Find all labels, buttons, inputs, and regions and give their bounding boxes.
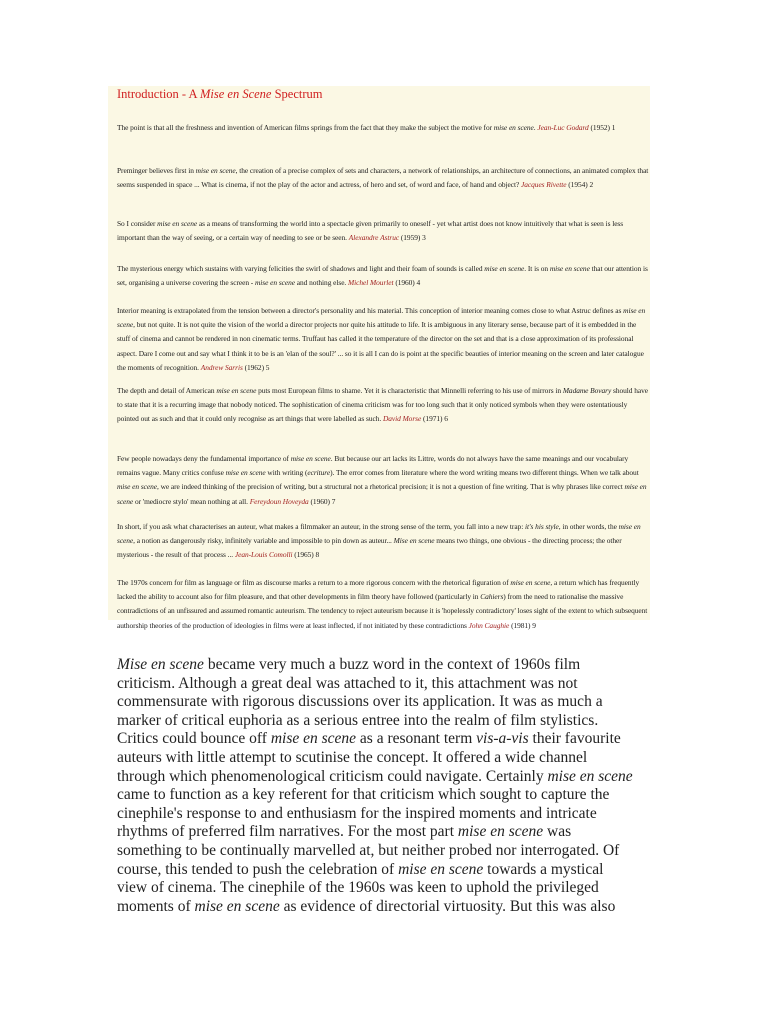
text-run: puts most European films to shame. Yet it is characteristic that Minnelli referring to his use of mirrors in xyxy=(256,386,563,395)
title-italic: Mise en Scene xyxy=(199,87,272,101)
italic-term: mise en scene xyxy=(195,166,236,175)
italic-term: mise en scene xyxy=(157,219,198,228)
italic-term: Cahiers xyxy=(480,592,504,602)
text-run: (1965) 8 xyxy=(292,550,320,560)
text-run: . But because our art lacks its Littre, words do not always have the same meanings and our vocabulary remains vague. Many critics confuse xyxy=(117,454,629,478)
italic-term: mise en scene xyxy=(117,482,647,506)
italic-term: mise en scene xyxy=(270,730,357,748)
text-run: Interior meaning is extrapolated from the tension between a director's personality and his material. This conception of interior meaning comes close to what Astruc defines as xyxy=(117,306,624,315)
quote-rivette xyxy=(117,164,650,192)
italic-term: mise en scene xyxy=(216,386,257,395)
text-run: Few people nowadays deny the fundamental importance of xyxy=(117,454,291,463)
quote-morse xyxy=(117,384,650,427)
text-run: as evidence of directorial virtuosity. But this was also xyxy=(279,897,616,915)
text-run: . xyxy=(533,123,538,132)
text-run: with writing ( xyxy=(265,468,308,478)
text-run: In short, if you ask what characterises an auteur, what makes a filmmaker an auteur, in the strong sense of the term, you fall into a new trap: xyxy=(117,522,526,531)
italic-term: mise en scene xyxy=(117,482,157,492)
text-run: that our attention is set, organising a universe covering the screen - xyxy=(117,264,648,288)
italic-term: mise en scene xyxy=(225,468,266,478)
quote-author: Fereydoun Hoveyda xyxy=(249,496,309,506)
text-run: , we are indeed thinking of the precision of writing, but a structural not a rhetorical precision; it is not a question of fine writing. That is why phrases like correct xyxy=(156,482,625,492)
text-run: , a notion as dangerously risky, infinitely variable and impossible to pin down as auteur... xyxy=(133,536,394,546)
italic-term: it's his style xyxy=(525,522,559,531)
text-run: means two things, one obvious - the directing process; the other mysterious - the result of that process ... xyxy=(117,536,622,560)
quote-sarris xyxy=(117,304,650,375)
quote-author: Alexandre Astruc xyxy=(348,233,400,243)
text-run: ). The error comes from literature where the word writing means two different things. When we talk about xyxy=(330,468,639,478)
italic-term: mise en scene xyxy=(290,454,331,463)
italic-term: mise en scene xyxy=(255,278,295,288)
text-run: So I consider xyxy=(117,219,158,228)
italic-term: mise en scene xyxy=(194,897,280,915)
text-run: as a resonant term xyxy=(356,730,477,748)
text-run: , the creation of a precise complex of sets and characters, a network of relationships, an architecture of connections, an animated complex that seems suspended in space ... What is cinema, if not the play of the actor and actress, of hero and set, of word and face, of hand and object? xyxy=(117,166,649,190)
italic-term: Mise en scene xyxy=(117,656,204,673)
text-run: (1959) 3 xyxy=(399,233,426,243)
text-run: their favourite auteurs with little attempt to scutinise the concept. It offered a wide channel through which phenomenological criticism could navigate. Certainly xyxy=(117,730,621,785)
italic-term: ecriture xyxy=(307,468,331,478)
italic-term: mise en scene xyxy=(398,860,484,878)
quote-hoveyda xyxy=(117,452,650,509)
text-run: came to function as a key referent for that criticism which sought to capture the cinephile's response to and enthusiasm for the inspired moments and intricate rhythms of preferred film narratives. For the most part xyxy=(117,786,610,841)
quote-author: Jean-Louis Comolli xyxy=(234,550,293,560)
italic-term: mise en scene xyxy=(493,123,534,132)
title-prefix: Introduction - A xyxy=(117,87,200,101)
quote-author: Jean-Luc Godard xyxy=(537,123,589,132)
text-run: (1960) 4 xyxy=(393,278,421,288)
quote-mourlet xyxy=(117,262,650,290)
text-run: The point is that all the freshness and invention of American films springs from the fact that they make the subject the motive for xyxy=(117,123,494,132)
text-run: (1971) 6 xyxy=(421,414,448,424)
text-run: The mysterious energy which sustains with varying felicities the swirl of shadows and light and their foam of sounds is called xyxy=(117,264,485,273)
text-run: or 'mediocre stylo' mean nothing at all. xyxy=(133,496,250,506)
text-run: The depth and detail of American xyxy=(117,386,217,395)
italic-term: vis-a-vis xyxy=(476,730,529,748)
text-run: , in other words, the xyxy=(558,522,619,531)
quote-comolli xyxy=(117,520,650,563)
text-run: should have to state that it is a recurring image that nobody noticed. The sophistication of cinema criticism was for too long such that it only noticed symbols when they were ostentatiously pointed out as such and that it could only recognise as art things that were labelled as such. xyxy=(117,386,648,424)
italic-term: mise en scene xyxy=(117,306,646,330)
title-suffix: Spectrum xyxy=(271,87,323,101)
quote-author: Jacques Rivette xyxy=(521,180,567,190)
text-run: (1952) 1 xyxy=(588,123,616,132)
quote-caughie xyxy=(117,576,650,633)
text-run: and nothing else. xyxy=(294,278,349,288)
quote-godard xyxy=(117,121,650,135)
text-run: The 1970s concern for film as language or film as discourse marks a return to a more rigorous concern with the rhetorical figuration of xyxy=(117,578,511,587)
italic-term: Madame Bovary xyxy=(562,386,612,395)
text-run: (1960) 7 xyxy=(308,496,336,506)
text-run: (1954) 2 xyxy=(566,180,594,190)
text-run: , but not quite. It is not quite the vision of the world a director projects nor quite his attitude to life. It is ambiguous in any literary sense, because part of it is embedded in the stuff of cinema and cannot be rendered in non cinematic terms. Truffaut has called it the temperature of the director on the set and that is a close approximation of its professional aspect. Dare I come out and say what I think it to be is an 'elan of the soul?' ... so it is all I can do is point at the specific beauties of interior meaning on the screen and later catalogue the moments of recognition. xyxy=(117,320,644,372)
text-run: as a means of transforming the world into a spectacle given primarily to oneself - yet what artist does not know intuitively that what is seen is less important than the way of seeing, or a certain way of needing to see or be seen. xyxy=(117,219,624,243)
text-run: Preminger believes first in xyxy=(117,166,196,175)
italic-term: Mise en scene xyxy=(393,536,435,546)
text-run: was something to be continually marvelled at, but neither probed nor interrogated. Of course, this tended to push the celebration of xyxy=(117,823,620,878)
italic-term: mise en scene xyxy=(510,578,551,587)
italic-term: mise en scene xyxy=(549,264,590,273)
quote-author: David Morse xyxy=(382,414,422,424)
italic-term: mise en scene xyxy=(547,767,633,785)
text-run: . It is on xyxy=(524,264,550,273)
text-run: became very much a buzz word in the context of 1960s film criticism. Although a great deal was attached to it, this attachment was not commensurate with rigorous discussions over its application. It was as much a marker of critical euphoria as a serious entree into the realm of film stylistics. Critics could bounce off xyxy=(117,656,603,748)
italic-term: mise en scene xyxy=(457,823,544,841)
quote-astruc xyxy=(117,217,650,245)
quote-author: Michel Mourlet xyxy=(348,278,394,288)
page-title xyxy=(117,86,637,102)
text-run: ) from the need to rationalise the massive contradictions of an unfissured and assumed romantic auteurism. The tendency to reject auteurism because it is 'hopelessly contradictory' loses sight of the extent to which subsequent authorship theories of the production of ideologies in films were at least inflected, if not initiated by these contradictions xyxy=(117,592,648,630)
text-run: , a return which has frequently lacked the ability to account also for film pleasure, and that other developments in film theory have followed (particularly in xyxy=(117,578,640,602)
quote-author: John Caughie xyxy=(468,620,510,630)
italic-term: mise en scene xyxy=(484,264,525,273)
text-run: (1981) 9 xyxy=(509,620,536,630)
text-run: (1962) 5 xyxy=(242,362,270,372)
quote-author: Andrew Sarris xyxy=(200,362,243,372)
italic-term: mise en scene xyxy=(117,522,641,546)
text-run: towards a mystical view of cinema. The cinephile of the 1960s was keen to uphold the privileged moments of xyxy=(117,860,604,915)
body-paragraph xyxy=(117,656,637,916)
